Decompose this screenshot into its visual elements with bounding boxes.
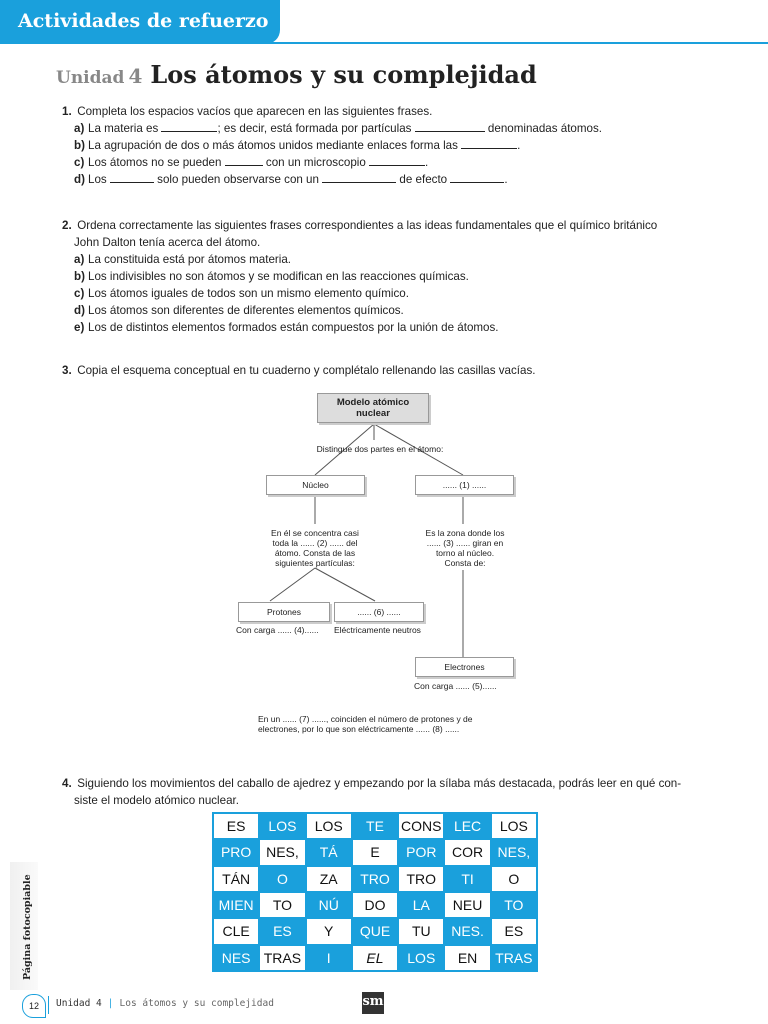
grid-cell: DO (352, 892, 398, 918)
text-nucleo-desc: En él se concentra casi toda la ...... (2) ...... del átomo. Consta de las siguientes partículas: (271, 528, 359, 568)
footer-separator: | (107, 998, 114, 1009)
grid-cell: TÁN (213, 866, 259, 892)
footer-unit: Unidad 4 (56, 998, 102, 1009)
grid-cell: TO (259, 892, 305, 918)
q3-text: Copia el esquema conceptual en tu cuaderno y complétalo rellenando las casillas vacías. (77, 364, 536, 377)
grid-cell: ES (213, 813, 259, 839)
page-number: 12 (22, 994, 46, 1018)
q1-item-d: d) Los solo pueden observarse con un de efecto . (74, 173, 508, 186)
question-4 (62, 775, 681, 809)
q2-item-e: e) Los de distintos elementos formados están compuestos por la unión de átomos. (74, 321, 499, 334)
unit-title: Los átomos y su complejidad (150, 60, 537, 89)
text-distingue: Distingue dos partes en el átomo: (316, 444, 444, 454)
grid-cell: TRAS (259, 945, 305, 971)
q2-text-2: John Dalton tenía acerca del átomo. (74, 236, 261, 249)
grid-cell: NES. (444, 918, 490, 944)
grid-cell: LOS (259, 813, 305, 839)
box-modelo-atomico: Modelo atómico nuclear (317, 393, 429, 423)
grid-cell: COR (444, 839, 490, 865)
grid-cell: POR (398, 839, 444, 865)
unit-number: 4 (128, 64, 143, 88)
grid-cell: LEC (444, 813, 490, 839)
grid-cell: I (306, 945, 352, 971)
grid-cell: TI (444, 866, 490, 892)
q2-item-c: c) Los átomos iguales de todos son un mismo elemento químico. (74, 287, 409, 300)
footer-title: Los átomos y su complejidad (119, 998, 274, 1009)
unit-label: Unidad (56, 68, 125, 88)
box-blank-6: ...... (6) ...... (334, 602, 424, 622)
box-blank-1: ...... (1) ...... (415, 475, 514, 495)
q2-number: 2. (62, 219, 72, 232)
grid-cell: NES (213, 945, 259, 971)
grid-cell: NES, (491, 839, 537, 865)
q4-text-2: siste el modelo atómico nuclear. (74, 794, 239, 807)
grid-cell: ZA (306, 866, 352, 892)
footer-divider (48, 996, 49, 1014)
photocopiable-sidebar (10, 862, 38, 990)
q2-item-d: d) Los átomos son diferentes de diferentes elementos químicos. (74, 304, 404, 317)
q1-item-a: a) La materia es ; es decir, está formada por partículas denominadas átomos. (74, 122, 602, 135)
grid-cell: EN (444, 945, 490, 971)
syllable-grid (212, 812, 538, 972)
grid-cell: NES, (259, 839, 305, 865)
connector (315, 568, 375, 601)
connector (270, 568, 315, 601)
grid-cell: LOS (491, 813, 537, 839)
grid-cell: ES (491, 918, 537, 944)
text-neutros: Eléctricamente neutros (334, 625, 421, 635)
grid-cell: TE (352, 813, 398, 839)
footer (56, 998, 274, 1009)
q1-number: 1. (62, 105, 72, 118)
grid-cell: TRAS (491, 945, 537, 971)
q4-number: 4. (62, 777, 72, 790)
q3-number: 3. (62, 364, 72, 377)
grid-cell: LA (398, 892, 444, 918)
q2-item-a: a) La constituida está por átomos materia. (74, 253, 291, 266)
grid-cell: TÁ (306, 839, 352, 865)
grid-cell: CONS (398, 813, 444, 839)
q2-text-1: Ordena correctamente las siguientes frases correspondientes a las ideas fundamentales que el químico británico (77, 219, 658, 232)
grid-cell: MIEN (213, 892, 259, 918)
box-electrones: Electrones (415, 657, 514, 677)
text-corteza-desc: Es la zona donde los ...... (3) ...... giran en torno al núcleo. Consta de: (425, 528, 505, 568)
grid-cell: PRO (213, 839, 259, 865)
grid-cell: TO (491, 892, 537, 918)
text-carga-4: Con carga ...... (4)...... (236, 625, 319, 635)
grid-cell: CLE (213, 918, 259, 944)
box-nucleo: Núcleo (266, 475, 365, 495)
grid-cell: TRO (398, 866, 444, 892)
box-protones: Protones (238, 602, 330, 622)
grid-cell: NÚ (306, 892, 352, 918)
q1-item-b: b) La agrupación de dos o más átomos unidos mediante enlaces forma las . (74, 139, 521, 152)
grid-cell: TU (398, 918, 444, 944)
grid-cell: QUE (352, 918, 398, 944)
q1-item-c: c) Los átomos no se pueden con un microscopio . (74, 156, 429, 169)
grid-cell: E (352, 839, 398, 865)
q2-item-b: b) Los indivisibles no son átomos y se modifican en las reacciones químicas. (74, 270, 469, 283)
grid-cell: LOS (398, 945, 444, 971)
grid-cell: Y (306, 918, 352, 944)
grid-cell: LOS (306, 813, 352, 839)
grid-cell: NEU (444, 892, 490, 918)
grid-cell: ES (259, 918, 305, 944)
publisher-logo: sm (362, 992, 384, 1014)
photocopiable-label: Página fotocopiable (22, 874, 33, 980)
header-title: Actividades de refuerzo (18, 10, 269, 32)
text-carga-5: Con carga ...... (5)...... (414, 681, 497, 691)
text-atomo-neutro: En un ...... (7) ......, coinciden el número de protones y de electrones, por lo que son eléctricamente ...... (8) ...... (258, 714, 473, 734)
grid-cell: O (491, 866, 537, 892)
q1-text: Completa los espacios vacíos que aparecen en las siguientes frases. (77, 105, 433, 118)
q4-text-1: Siguiendo los movimientos del caballo de ajedrez y empezando por la sílaba más destacada, podrás leer en qué con- (77, 777, 682, 790)
grid-cell: O (259, 866, 305, 892)
grid-cell: TRO (352, 866, 398, 892)
grid-cell-start: EL (352, 945, 398, 971)
